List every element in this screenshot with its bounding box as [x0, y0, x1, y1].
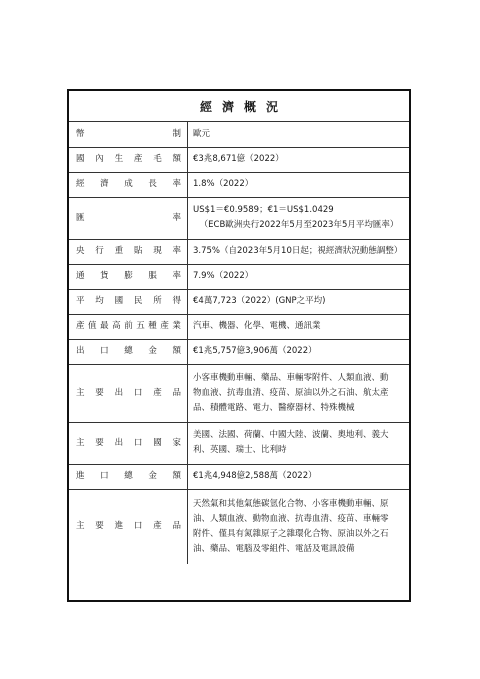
- table-row: [69, 422, 409, 464]
- table-row: [69, 364, 409, 422]
- row-value: [188, 422, 410, 464]
- row-value-line: €1兆4,948億2,588萬（2022）: [193, 471, 317, 481]
- row-value-line: 小客車機動車輛、藥品、車輛零附件、人類血液、動: [193, 372, 389, 383]
- row-label-text: 主 要 出 口 產 品: [76, 387, 181, 398]
- row-value: [188, 464, 410, 489]
- row-value: [188, 172, 410, 197]
- row-label: [69, 122, 188, 147]
- table-row: [69, 489, 409, 564]
- row-label: [69, 464, 188, 489]
- row-value-line: 汽車、機器、化學、電機、通訊業: [193, 321, 321, 331]
- table-row: [69, 339, 409, 364]
- row-value-line: 天然氣和其他氣態碳氫化合物、小客車機動車輛、原: [193, 498, 389, 509]
- economic-overview-table: [67, 89, 411, 602]
- row-value-line: US$1＝€0.9589；€1＝US$1.0429: [193, 205, 334, 215]
- row-value: [188, 289, 410, 314]
- row-label-text: 主 要 出 口 國 家: [76, 437, 181, 448]
- row-label-text: 產 值 最 高 前 五 種 產 業: [76, 321, 181, 331]
- row-value: [188, 264, 410, 289]
- row-label-text: 央 行 重 貼 現 率: [76, 246, 181, 256]
- row-value: [188, 122, 410, 147]
- table-row: [69, 239, 409, 264]
- row-label-text: 幣 制: [76, 128, 181, 139]
- table-row: [69, 122, 409, 147]
- row-value-line: （ECB歐洲央行2022年5月至2023年5月平均匯率）: [199, 220, 399, 230]
- table-row: [69, 147, 409, 172]
- row-label-text: 主 要 進 口 產 品: [76, 521, 181, 532]
- table-title: 經濟概況: [69, 91, 409, 122]
- row-value: [188, 314, 410, 339]
- row-label: [69, 172, 188, 197]
- row-value-line: 7.9%（2022）: [193, 271, 254, 281]
- row-value: [188, 339, 410, 364]
- row-value-line: 油、人類血液、動物血液、抗毒血清、疫苗、車輛零: [193, 513, 389, 524]
- table-row: [69, 314, 409, 339]
- row-label: [69, 197, 188, 239]
- row-value-line: 美國、法國、荷蘭、中國大陸、波蘭、奧地利、義大: [193, 430, 389, 440]
- table-row: [69, 264, 409, 289]
- table-row: [69, 464, 409, 489]
- row-label-text: 匯 率: [76, 212, 181, 223]
- row-label-text: 通 貨 膨 脹 率: [76, 271, 181, 281]
- row-value: [188, 197, 410, 239]
- row-label: [69, 147, 188, 172]
- row-value: [188, 364, 410, 422]
- row-value-line: 利、英國、瑞士、比利時: [193, 445, 287, 455]
- table-row: [69, 172, 409, 197]
- row-value: [188, 147, 410, 172]
- row-label: [69, 239, 188, 264]
- row-value-line: 附件、僅具有氮雜原子之雜環化合物、原油以外之石: [193, 528, 389, 539]
- table-row: [69, 197, 409, 239]
- row-value-line: 歐元: [193, 128, 211, 139]
- row-label: [69, 314, 188, 339]
- row-label: [69, 289, 188, 314]
- row-value-line: 物血液、抗毒血清、疫苗、原油以外之石油、航太產: [193, 387, 389, 398]
- row-label-text: 經 濟 成 長 率: [76, 179, 181, 189]
- row-value-line: 品、積體電路、電力、醫療器材、特殊機械: [193, 402, 355, 413]
- row-label-text: 平 均 國 民 所 得: [76, 296, 181, 306]
- row-value-line: 3.75%（自2023年5月10日起；視經濟狀況動態調整）: [193, 246, 403, 256]
- row-label-text: 國 內 生 產 毛 額: [76, 154, 181, 164]
- row-value-line: €1兆5,757億3,906萬（2022）: [193, 346, 317, 356]
- row-label: [69, 489, 188, 564]
- row-value-line: 1.8%（2022）: [193, 179, 254, 189]
- data-table: [69, 122, 409, 564]
- row-label: [69, 264, 188, 289]
- row-label: [69, 339, 188, 364]
- row-value-line: €4萬7,723（2022）(GNP之平均): [193, 296, 326, 306]
- row-label: [69, 364, 188, 422]
- row-value: [188, 489, 410, 564]
- row-value-line: 油、藥品、電腦及零組件、電話及電訊設備: [193, 543, 355, 554]
- row-label: [69, 422, 188, 464]
- table-row: [69, 289, 409, 314]
- row-value: [188, 239, 410, 264]
- row-value-line: €3兆8,671億（2022）: [193, 154, 284, 164]
- row-label-text: 出 口 總 金 額: [76, 346, 181, 356]
- row-label-text: 進 口 總 金 額: [76, 471, 181, 481]
